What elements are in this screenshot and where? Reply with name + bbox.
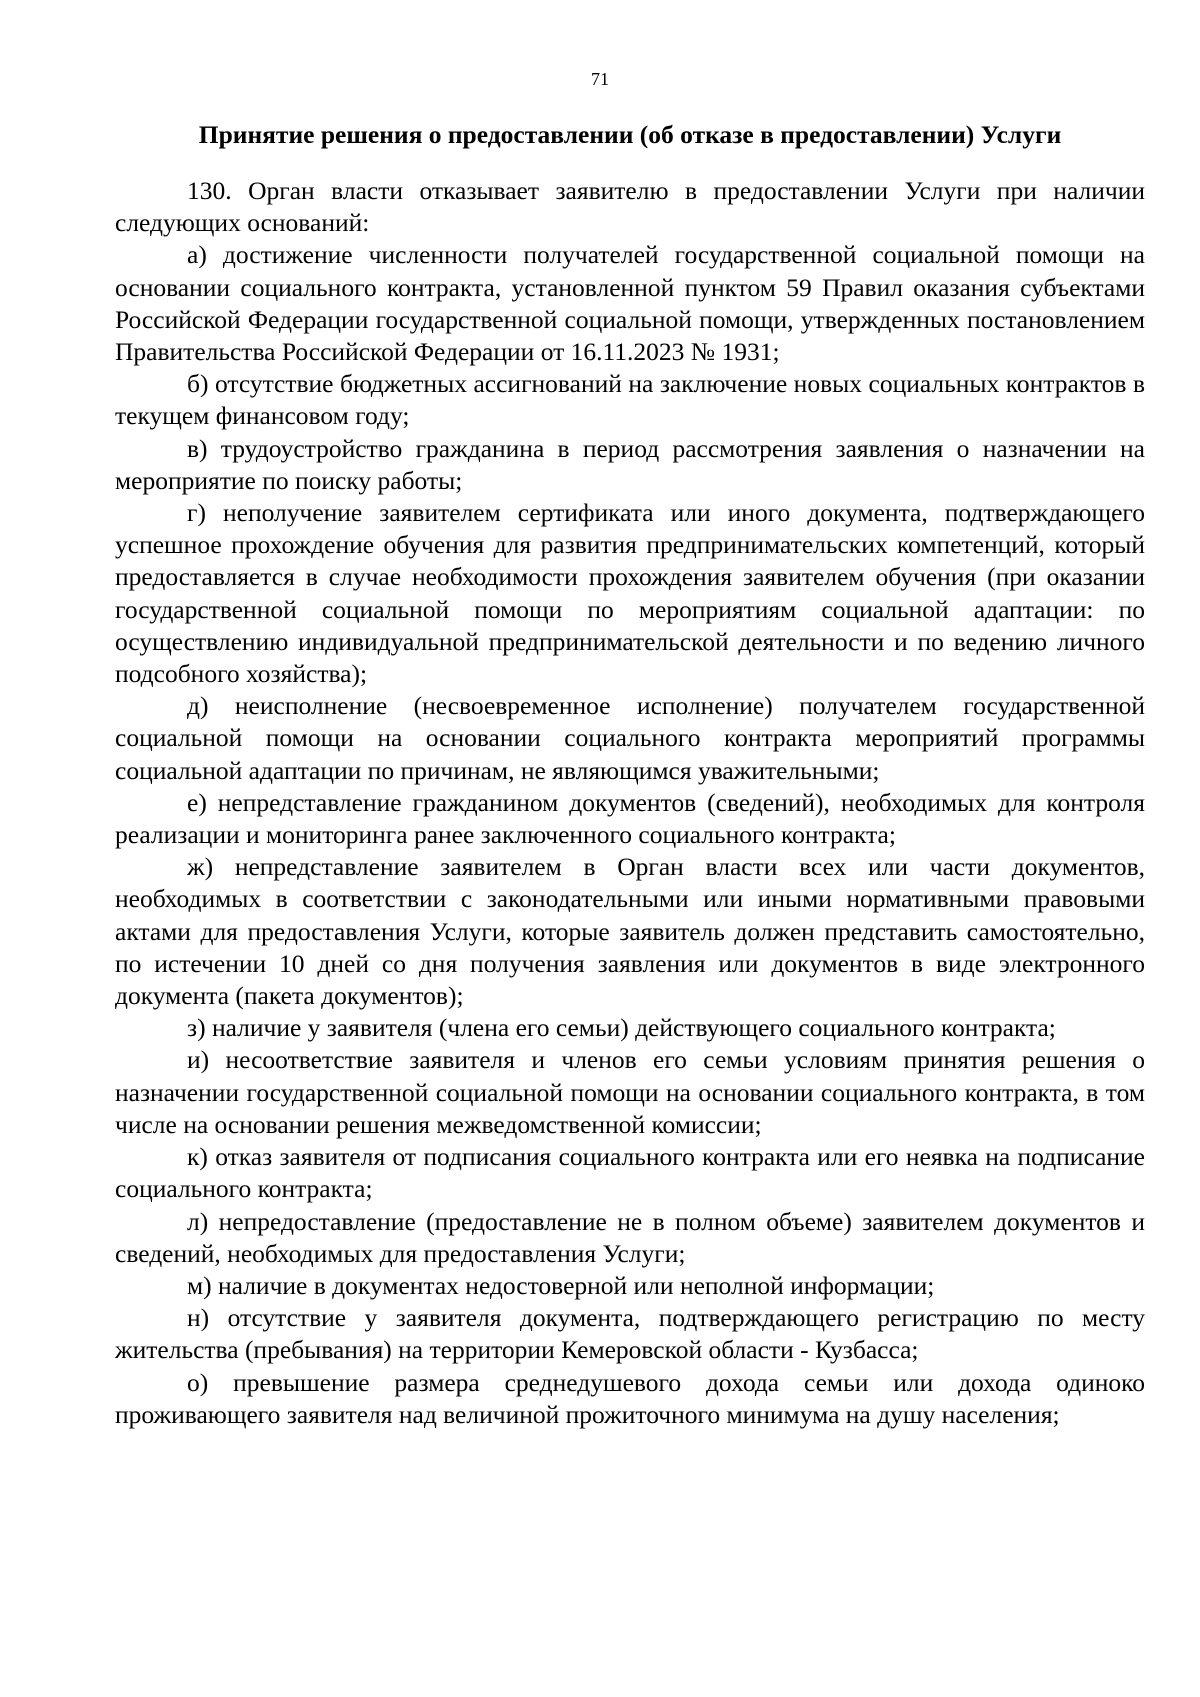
paragraph-l: л) непредоставление (предоставление не в полном объеме) заявителем документов и сведений, необходимых для предоставления Услуги;	[115, 1206, 1145, 1268]
paragraph-k: к) отказ заявителя от подписания социального контракта или его неявка на подписание социального контракта;	[115, 1142, 1145, 1204]
paragraph-v: в) трудоустройство гражданина в период рассмотрения заявления о назначении на мероприятие по поиску работы;	[115, 433, 1145, 495]
document-body	[115, 175, 1145, 1431]
paragraph-zh: ж) непредставление заявителем в Орган власти всех или части документов, необходимых в соответствии с законодательными или иными нормативными правовыми актами для предоставления Услуги, которые заявитель должен представить самостоятельно, по истечении 10 дней со дня получения заявления или документов в виде электронного документа (пакета документов);	[115, 852, 1145, 1011]
paragraph-i: и) несоответствие заявителя и членов его семьи условиям принятия решения о назначении государственной социальной помощи на основании социального контракта, в том числе на основании решения межведомственной комиссии;	[115, 1045, 1145, 1139]
paragraph-a: а) достижение численности получателей государственной социальной помощи на основании социального контракта, установленной пунктом 59 Правил оказания субъектами Российской Федерации государственной социальной помощи, утвержденных постановлением Правительства Российской Федерации от 16.11.2023 № 1931;	[115, 240, 1145, 367]
paragraph-g: г) неполучение заявителем сертификата или иного документа, подтверждающего успешное прохождение обучения для развития предпринимательских компетенций, который предоставляется в случае необходимости прохождения заявителем обучения (при оказании государственной социальной помощи по мероприятиям социальной адаптации: по осуществлению индивидуальной предпринимательской деятельности и по ведению личного подсобного хозяйства);	[115, 498, 1145, 689]
paragraph-b: б) отсутствие бюджетных ассигнований на заключение новых социальных контрактов в текущем финансовом году;	[115, 369, 1145, 431]
page-number: 71	[591, 69, 609, 89]
paragraph-m: м) наличие в документах недостоверной или неполной информации;	[187, 1270, 935, 1300]
paragraph-o: о) превышение размера среднедушевого дохода семьи или дохода одиноко проживающего заявителя над величиной прожиточного минимума на душу населения;	[115, 1367, 1145, 1429]
paragraph-n: н) отсутствие у заявителя документа, подтверждающего регистрацию по месту жительства (пребывания) на территории Кемеровской области - Кузбасса;	[115, 1303, 1145, 1365]
paragraph-e: е) непредставление гражданином документов (сведений), необходимых для контроля реализации и мониторинга ранее заключенного социального контракта;	[115, 787, 1145, 850]
paragraph-z: з) наличие у заявителя (члена его семьи) действующего социального контракта;	[187, 1013, 1056, 1043]
section-title: Принятие решения о предоставлении (об отказе в предоставлении) Услуги	[198, 120, 1062, 149]
paragraph-d: д) неисполнение (несвоевременное исполнение) получателем государственной социальной помощи на основании социального контракта мероприятий программы социальной адаптации по причинам, не являющимся уважительными;	[115, 691, 1145, 785]
paragraph-130: 130. Орган власти отказывает заявителю в предоставлении Услуги при наличии следующих оснований:	[115, 176, 1145, 238]
